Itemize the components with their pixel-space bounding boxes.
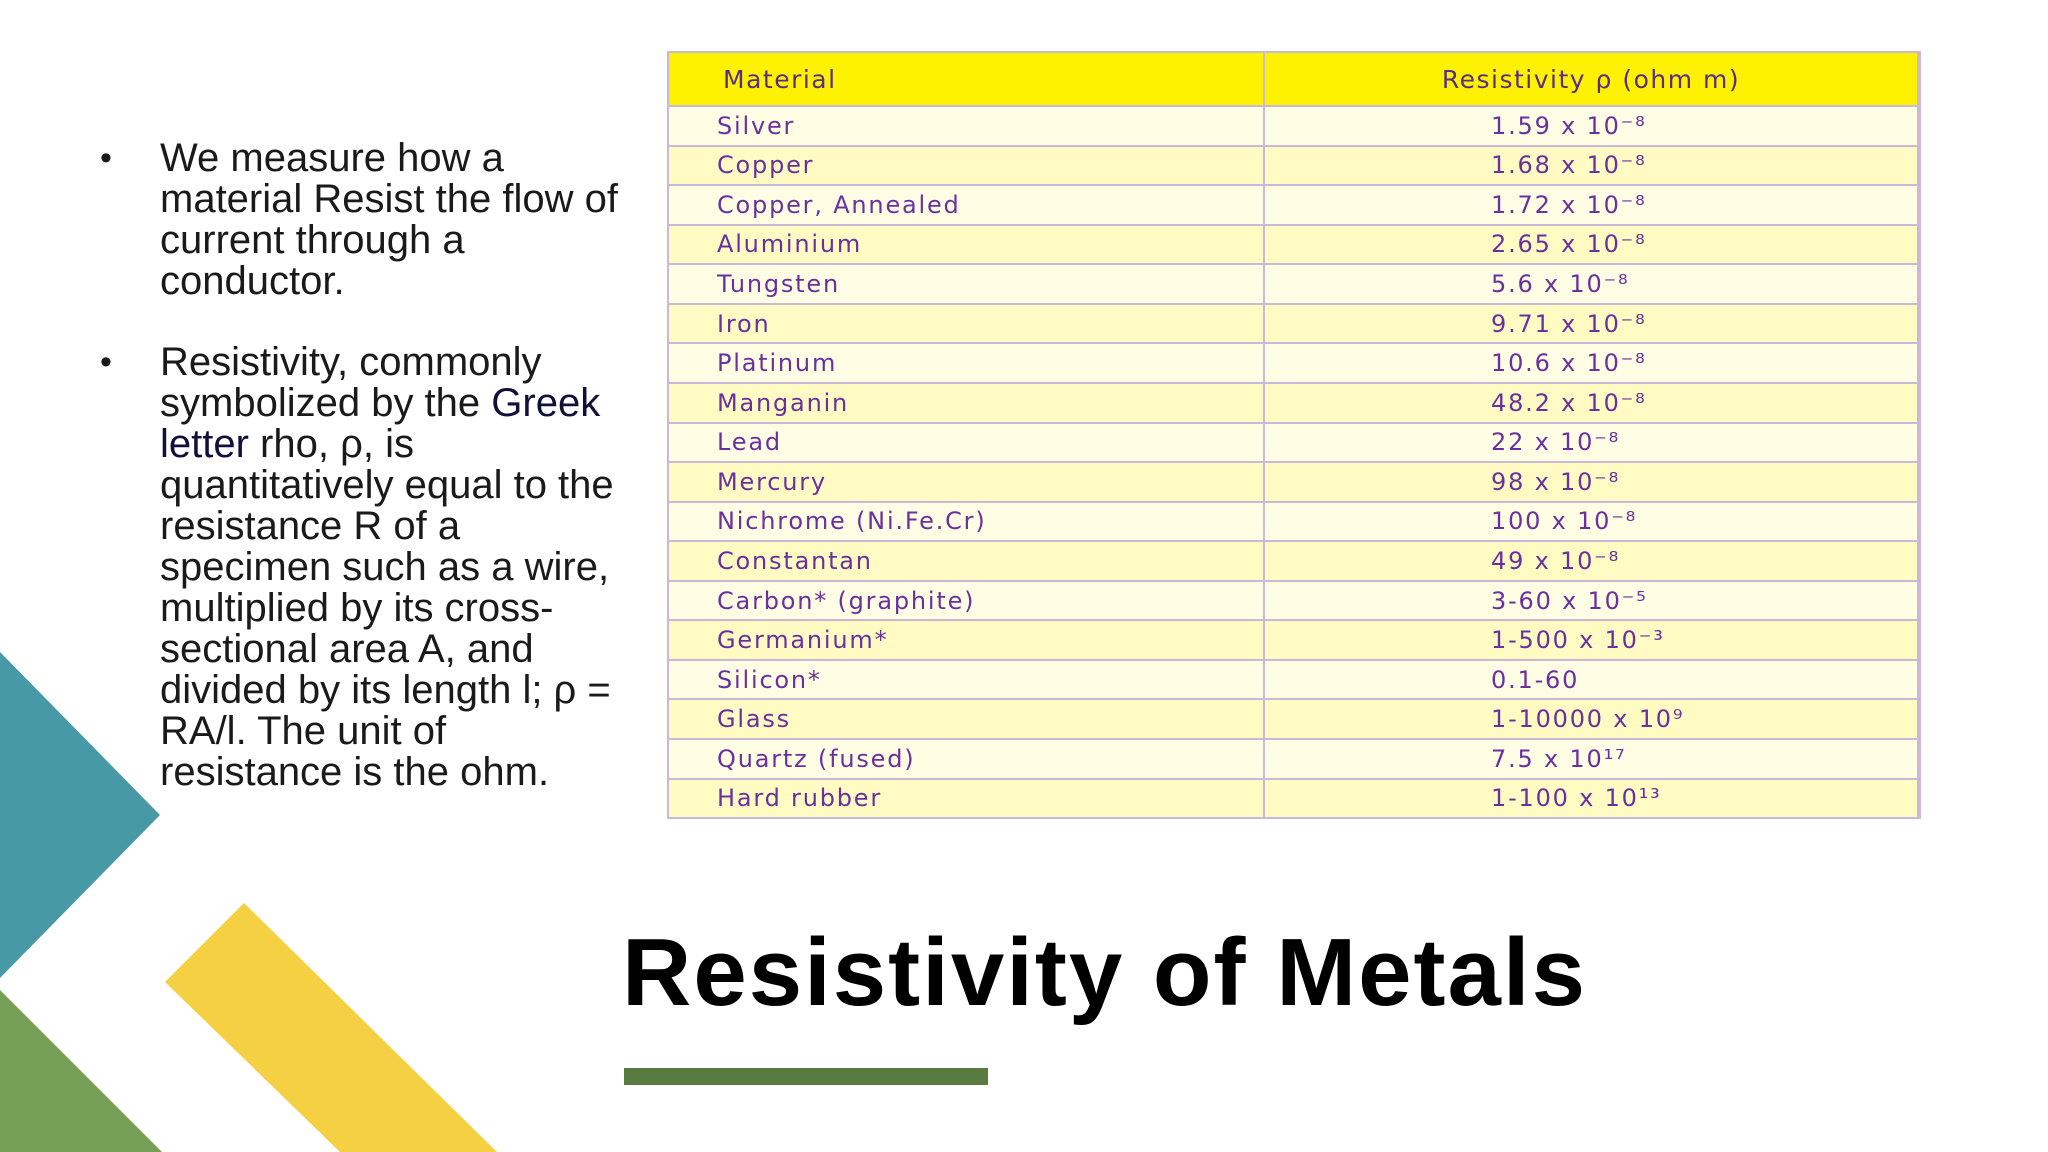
resistivity-cell: 0.1-60: [1264, 660, 1918, 700]
material-cell: Constantan: [669, 541, 1264, 581]
material-cell: Lead: [669, 423, 1264, 463]
resistivity-table: [669, 53, 1919, 817]
table-row: [669, 106, 1918, 146]
table-header-row: [669, 53, 1918, 106]
resistivity-cell: 7.5 x 10¹⁷: [1264, 739, 1918, 779]
material-cell: Hard rubber: [669, 779, 1264, 817]
table-row: [669, 699, 1918, 739]
table-row: [669, 620, 1918, 660]
resistivity-cell: 9.71 x 10⁻⁸: [1264, 304, 1918, 344]
material-cell: Copper: [669, 146, 1264, 186]
header-material: Material: [669, 53, 1264, 106]
material-cell: Aluminium: [669, 225, 1264, 265]
material-cell: Germanium*: [669, 620, 1264, 660]
table-row: [669, 146, 1918, 186]
material-cell: Tungsten: [669, 264, 1264, 304]
material-cell: Silver: [669, 106, 1264, 146]
table-row: [669, 343, 1918, 383]
bullet-dot: •: [100, 343, 112, 381]
bullet-item-resistivity: [100, 342, 620, 793]
resistivity-cell: 5.6 x 10⁻⁸: [1264, 264, 1918, 304]
table-row: [669, 423, 1918, 463]
header-resistivity: Resistivity ρ (ohm m): [1264, 53, 1918, 106]
material-cell: Iron: [669, 304, 1264, 344]
resistivity-cell: 2.65 x 10⁻⁸: [1264, 225, 1918, 265]
resistivity-cell: 1.68 x 10⁻⁸: [1264, 146, 1918, 186]
resistivity-cell: 10.6 x 10⁻⁸: [1264, 343, 1918, 383]
table-row: [669, 660, 1918, 700]
material-cell: Platinum: [669, 343, 1264, 383]
resistivity-cell: 1.72 x 10⁻⁸: [1264, 185, 1918, 225]
green-triangle-shape: [0, 990, 162, 1152]
material-cell: Manganin: [669, 383, 1264, 423]
resistivity-cell: 1-10000 x 10⁹: [1264, 699, 1918, 739]
table-row: [669, 185, 1918, 225]
table-row: [669, 581, 1918, 621]
resistivity-cell: 98 x 10⁻⁸: [1264, 462, 1918, 502]
resistivity-table-image: [667, 51, 1921, 819]
table-row: [669, 541, 1918, 581]
table-row: [669, 304, 1918, 344]
resistivity-cell: 1-500 x 10⁻³: [1264, 620, 1918, 660]
bullet-item-measure: [100, 138, 620, 302]
material-cell: Quartz (fused): [669, 739, 1264, 779]
material-cell: Mercury: [669, 462, 1264, 502]
slide-title: Resistivity of Metals: [622, 919, 1587, 1026]
table-row: [669, 225, 1918, 265]
resistivity-cell: 49 x 10⁻⁸: [1264, 541, 1918, 581]
bullet-text: Resistivity, commonly symbolized by the: [160, 340, 542, 425]
resistivity-cell: 100 x 10⁻⁸: [1264, 502, 1918, 542]
material-cell: Glass: [669, 699, 1264, 739]
table-body: [669, 106, 1918, 817]
table-row: [669, 502, 1918, 542]
yellow-stripe-shape: [165, 903, 497, 1152]
greek-letter-highlight: Greek letter: [160, 381, 601, 466]
table-row: [669, 739, 1918, 779]
resistivity-cell: 22 x 10⁻⁸: [1264, 423, 1918, 463]
bullet-text-cont: rho, ρ, is quantitatively equal to the resistance R of a specimen such as a wire, multiplied by its cross-sectional area A, and divided by its length l; ρ = RA/l. The unit of resistance is the ohm.: [160, 422, 614, 794]
material-cell: Silicon*: [669, 660, 1264, 700]
material-cell: Nichrome (Ni.Fe.Cr): [669, 502, 1264, 542]
material-cell: Copper, Annealed: [669, 185, 1264, 225]
resistivity-cell: 1.59 x 10⁻⁸: [1264, 106, 1918, 146]
bullet-text: We measure how a material Resist the flow of current through a conductor.: [160, 136, 618, 303]
bullet-dot: •: [100, 139, 112, 177]
table-row: [669, 264, 1918, 304]
table-row: [669, 462, 1918, 502]
material-cell: Carbon* (graphite): [669, 581, 1264, 621]
resistivity-cell: 48.2 x 10⁻⁸: [1264, 383, 1918, 423]
bullet-list: [100, 138, 620, 833]
table-row: [669, 383, 1918, 423]
resistivity-cell: 3-60 x 10⁻⁵: [1264, 581, 1918, 621]
resistivity-cell: 1-100 x 10¹³: [1264, 779, 1918, 817]
table-row: [669, 779, 1918, 817]
title-underline-bar: [624, 1068, 988, 1085]
